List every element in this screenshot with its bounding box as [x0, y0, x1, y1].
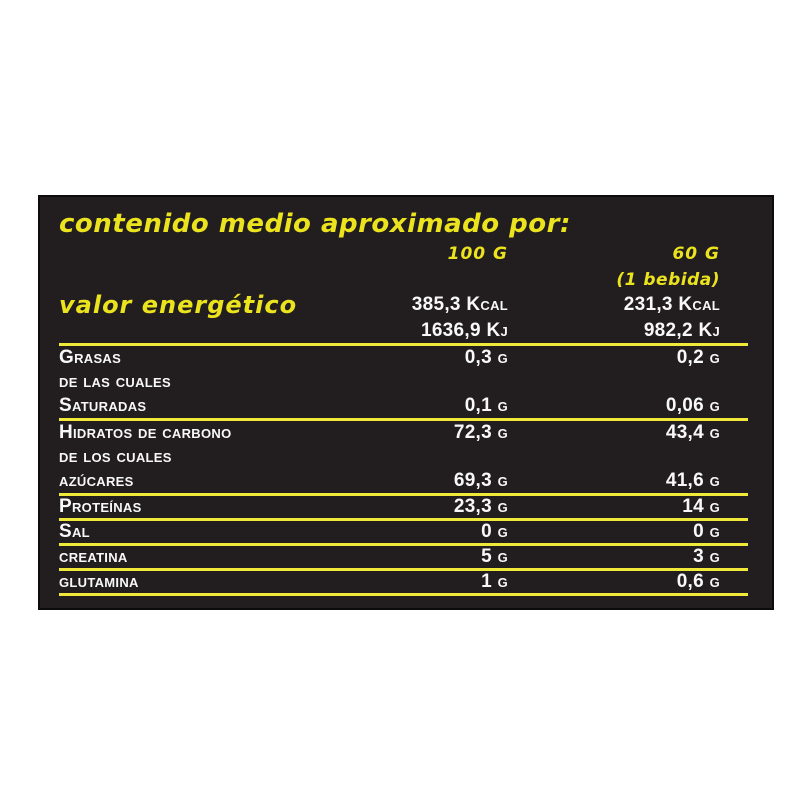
column-header-row [59, 241, 748, 267]
nutrient-row-carbohydrates [59, 421, 748, 445]
energy-kcal-60g: 231,3 Kcal [623, 294, 720, 315]
nutrient-label: de los cuales [59, 446, 172, 467]
nutrient-label: creatina [59, 546, 128, 567]
nutrient-value-60g: 41,6 g [665, 470, 720, 491]
nutrient-row-protein [59, 496, 748, 518]
nutrient-label: de las cuales [59, 371, 171, 392]
nutrient-value-100g: 5 g [481, 546, 508, 567]
separator [59, 593, 748, 596]
column-header-serving: (1 bebida) [616, 269, 720, 290]
nutrient-value-100g: 0,3 g [464, 347, 508, 368]
nutrient-label: Sal [59, 521, 90, 542]
energy-row-kcal [59, 292, 748, 318]
nutrient-value-60g: 43,4 g [665, 422, 720, 443]
nutrient-row-glutamine [59, 571, 748, 593]
nutrient-value-60g: 0 g [693, 521, 720, 542]
nutrient-label: glutamina [59, 571, 139, 592]
nutrition-panel [38, 195, 774, 610]
nutrient-value-100g: 23,3 g [453, 496, 508, 517]
nutrient-row-of-which-carbs [59, 445, 748, 469]
nutrient-label: Proteínas [59, 496, 142, 517]
nutrient-row-creatine [59, 546, 748, 568]
energy-label: valor energético [59, 291, 298, 319]
column-header-100g: 100 G [447, 244, 508, 264]
nutrient-value-60g: 3 g [693, 546, 720, 567]
nutrient-row-saturates [59, 394, 748, 418]
nutrient-value-100g: 0 g [481, 521, 508, 542]
energy-row-kj [59, 318, 748, 343]
nutrient-value-60g: 14 g [682, 496, 720, 517]
nutrient-label: azúcares [59, 470, 134, 491]
nutrient-row-salt [59, 521, 748, 543]
nutrient-label: Hidratos de carbono [59, 422, 232, 443]
nutrient-value-100g: 1 g [481, 571, 508, 592]
energy-kcal-100g: 385,3 Kcal [411, 294, 508, 315]
panel-title: contenido medio aproximado por: [59, 209, 571, 239]
nutrient-value-60g: 0,2 g [676, 347, 720, 368]
nutrient-label: Saturadas [59, 395, 147, 416]
nutrient-value-60g: 0,6 g [676, 571, 720, 592]
nutrient-value-100g: 69,3 g [453, 470, 508, 491]
nutrient-row-sugars [59, 469, 748, 493]
energy-kj-60g: 982,2 Kj [643, 319, 720, 341]
nutrient-value-100g: 72,3 g [453, 422, 508, 443]
column-subheader-row [59, 267, 748, 292]
column-header-60g: 60 G [672, 244, 720, 264]
nutrient-row-of-which-fat [59, 370, 748, 394]
nutrient-row-fat [59, 346, 748, 370]
energy-kj-100g: 1636,9 Kj [420, 319, 508, 341]
nutrient-value-100g: 0,1 g [464, 395, 508, 416]
nutrient-label: Grasas [59, 347, 122, 368]
nutrient-value-60g: 0,06 g [665, 395, 720, 416]
